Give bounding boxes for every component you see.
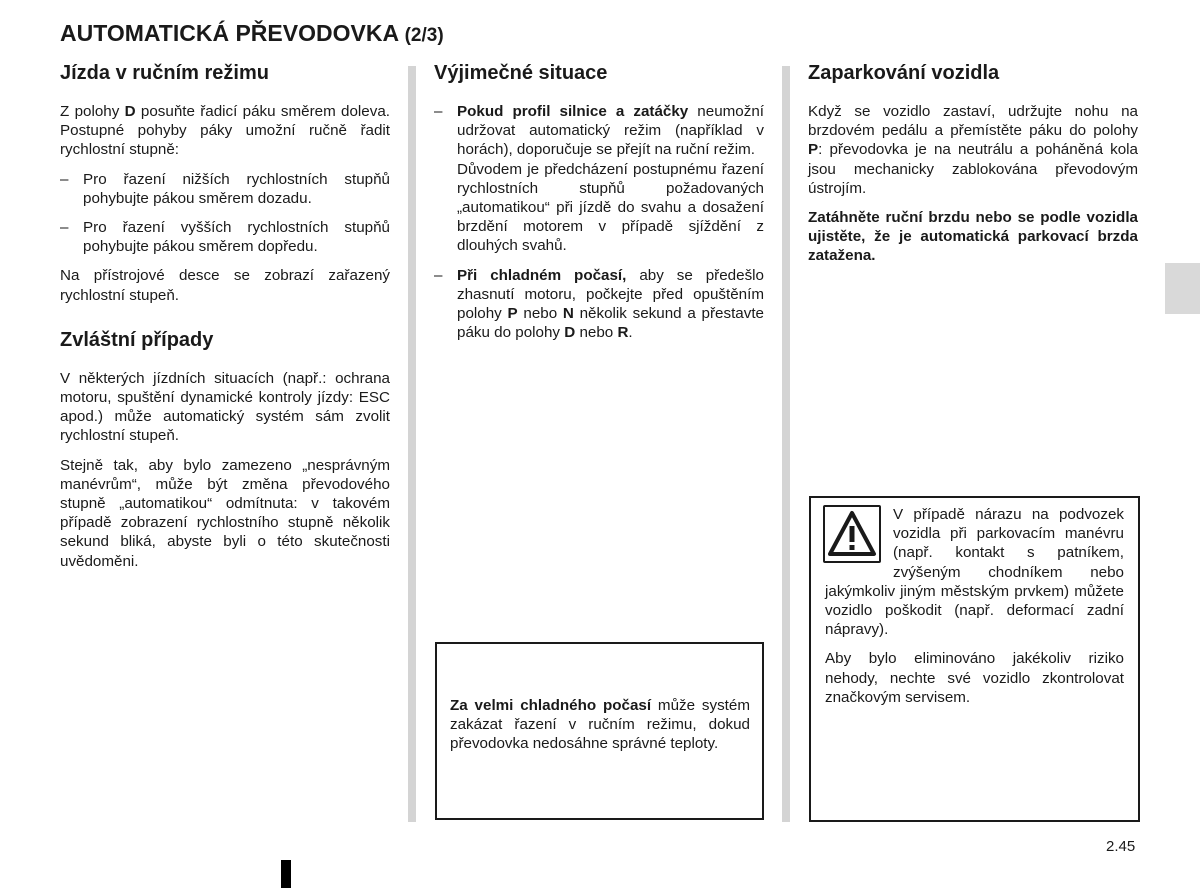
list-item: – Pro řazení vyšších rychlostních stupňů pohybujte pákou směrem dopředu.	[60, 218, 390, 256]
section-heading-exceptional: Výjimečné situace	[434, 62, 608, 84]
chapter-tab	[1165, 263, 1200, 314]
warning-text: V případě nárazu na podvozek vozidla při parkovacím manévru (např. kontakt s patníkem, zvýšeným chodníkem nebo jakýmkoliv jiným městským prvkem) můžete vozidlo poškodit (např. deformací zadní nápravy).	[825, 506, 1124, 639]
paragraph: Stejně tak, aby bylo zamezeno „nesprávným manévrům“, může být změna převodového stupně „automatikou“ odmítnuta: v takovém případě zobrazení rychlostního stupně několik sekund bliká, abyste byli o této skutečnosti uvědoměni.	[60, 456, 390, 570]
column-left	[60, 60, 390, 581]
title-part: (2/3)	[404, 25, 444, 46]
section-heading-manual-mode: Jízda v ručním režimu	[60, 62, 269, 84]
note-box-cold-weather	[435, 642, 764, 820]
page-number: 2.45	[1106, 838, 1136, 855]
section-heading-parking: Zaparkování vozidla	[808, 62, 1000, 84]
paragraph-bold: Zatáhněte ruční brzdu nebo se podle vozidla ujistěte, že je automatická parkovací brzda zatažena.	[808, 209, 1138, 265]
warning-triangle-icon	[823, 505, 881, 563]
paragraph: Když se vozidlo zastaví, udržujte nohu na brzdovém pedálu a přemístěte páku do polohy P: převodovka je na neutrálu a poháněná kola jsou mechanicky zablokována převodovým ústrojím.	[808, 103, 1138, 197]
note-text: Za velmi chladného počasí může systém zakázat řazení v ručním režimu, dokud převodovka nedosáhne správné teploty.	[450, 697, 750, 753]
section-heading-special-cases: Zvláštní případy	[60, 328, 214, 351]
warning-box	[809, 496, 1140, 822]
paragraph: V některých jízdních situacích (např.: ochrana motoru, spuštění dynamické kontroly jízdy: ESC apod.) může automatický systém sám zvolit rychlostní stupeň.	[60, 369, 390, 445]
column-separator	[408, 66, 416, 822]
title-text: AUTOMATICKÁ PŘEVODOVKA	[60, 20, 399, 46]
paragraph: Na přístrojové desce se zobrazí zařazený rychlostní stupeň.	[60, 267, 390, 304]
column-separator	[782, 66, 790, 822]
paragraph: Z polohy D posuňte řadicí páku směrem doleva. Postupné pohyby páky umožní ručně řadit rychlostní stupně:	[60, 103, 390, 159]
list-item: – Pokud profil silnice a zatáčky neumožní udržovat automatický režim (například v horách), doporučuje se přejít na ruční režim. Důvodem je předcházení postupnému řazení rychlostních stupňů požadovaných „automatikou“ při jízdě do svahu a dosažení brzdění motorem v případě sjíždění z dlouhých svahů.	[434, 102, 764, 256]
list-item: – Pro řazení nižších rychlostních stupňů pohybujte pákou směrem dozadu.	[60, 170, 390, 208]
page-title	[60, 20, 444, 47]
column-middle	[434, 60, 764, 352]
list-item: – Při chladném počasí, aby se předešlo zhasnutí motoru, počkejte před opuštěním polohy P nebo N několik sekund a přestavte páku do polohy D nebo R.	[434, 266, 764, 343]
print-mark	[281, 860, 291, 888]
column-right	[808, 60, 1138, 276]
warning-text: Aby bylo eliminováno jakékoliv riziko nehody, nechte své vozidlo zkontrolovat značkovým servisem.	[825, 650, 1124, 706]
